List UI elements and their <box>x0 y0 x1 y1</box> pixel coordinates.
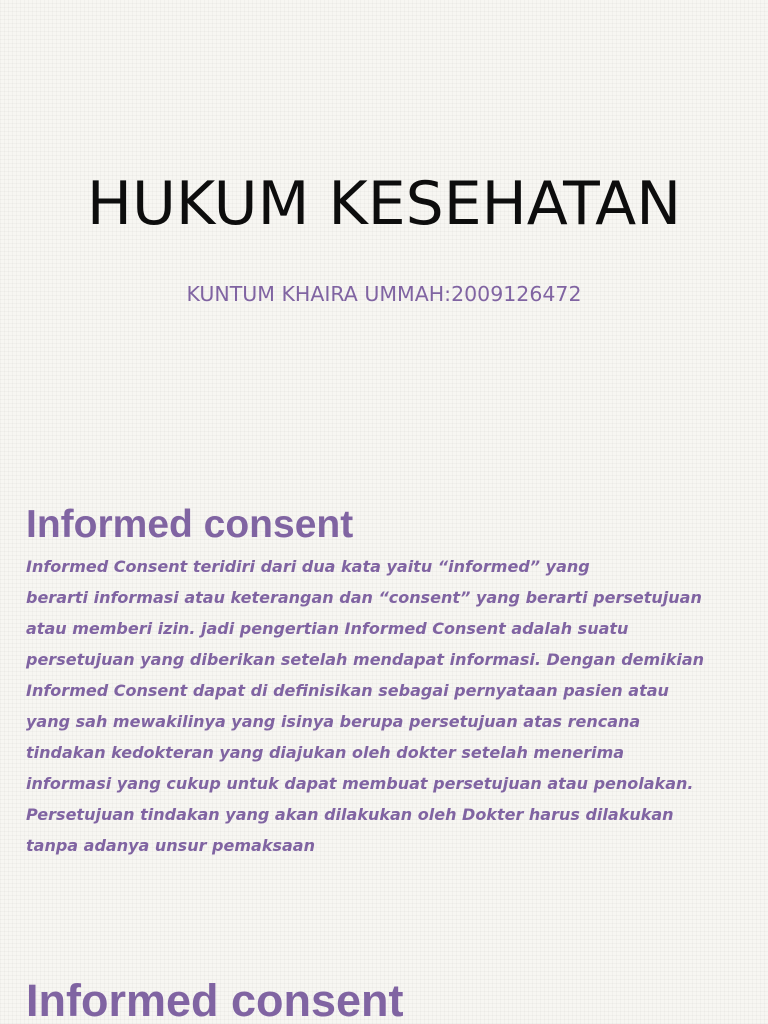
paragraph-line: atau memberi izin. jadi pengertian Informed Consent adalah suatu <box>26 619 629 638</box>
paragraph-line: tindakan kedokteran yang diajukan oleh dokter setelah menerima <box>26 743 625 762</box>
paragraph-line: tanpa adanya unsur pemaksaan <box>26 836 315 855</box>
paragraph-line: berarti informasi atau keterangan dan “consent” yang berarti persetujuan <box>26 588 702 607</box>
author-subtitle: KUNTUM KHAIRA UMMAH:2009126472 <box>186 282 582 306</box>
title-slide <box>0 0 768 470</box>
section-heading-next: Informed consent <box>26 975 404 1024</box>
paragraph-line: yang sah mewakilinya yang isinya berupa persetujuan atas rencana <box>26 712 641 731</box>
next-slide-partial <box>0 960 768 1024</box>
paragraph-line: informasi yang cukup untuk dapat membuat persetujuan atau penolakan. <box>26 774 694 793</box>
section-heading: Informed consent <box>26 503 354 546</box>
presentation-title: HUKUM KESEHATAN <box>86 169 682 239</box>
paragraph-line: Persetujuan tindakan yang akan dilakukan oleh Dokter harus dilakukan <box>26 805 674 824</box>
paragraph-line: Informed Consent teridiri dari dua kata yaitu “informed” yang <box>26 557 590 576</box>
paragraph-line: persetujuan yang diberikan setelah mendapat informasi. Dengan demikian <box>26 650 704 669</box>
informed-consent-slide <box>0 490 768 890</box>
definition-paragraph <box>26 551 742 861</box>
paragraph-line: Informed Consent dapat di definisikan sebagai pernyataan pasien atau <box>26 681 669 700</box>
